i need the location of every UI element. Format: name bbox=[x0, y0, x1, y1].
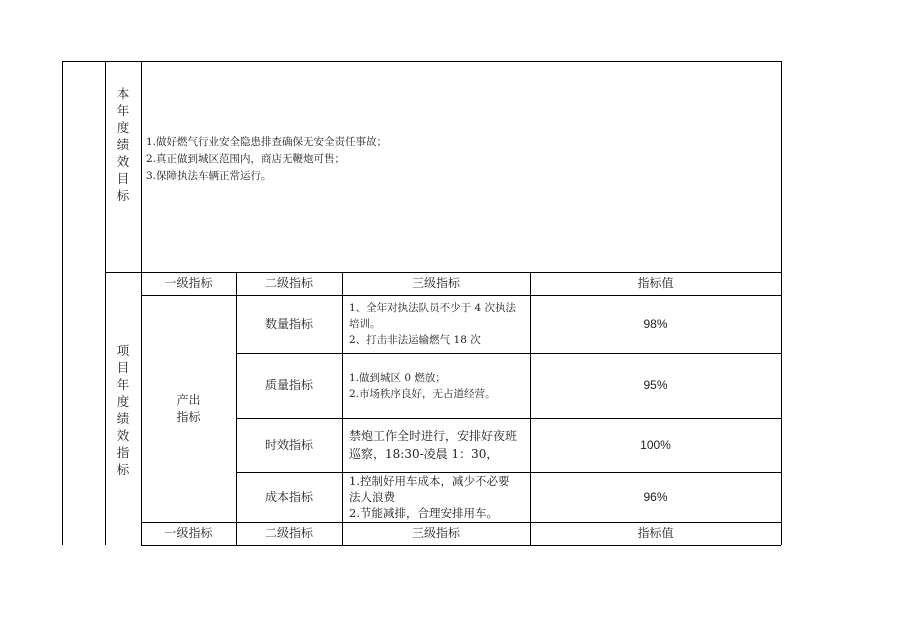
indicator-section-label-char: 项 bbox=[116, 343, 130, 358]
annual-goal-label-char: 本 bbox=[116, 86, 130, 101]
level3-line: 2.市场秩序良好，无占道经营。 bbox=[349, 387, 496, 400]
annual-goal-content bbox=[146, 134, 766, 185]
level1-output-line: 产出 bbox=[176, 392, 201, 407]
indicator-section-label-char: 标 bbox=[116, 462, 130, 477]
indicator-section-label-char: 年 bbox=[116, 377, 130, 392]
level2-timeliness: 时效指标 bbox=[264, 437, 313, 452]
annual-goal-label-char: 目 bbox=[116, 171, 130, 186]
annual-goal-label-char: 度 bbox=[116, 120, 130, 135]
indicator-section-label bbox=[105, 335, 141, 485]
level1-output-cell bbox=[141, 295, 236, 522]
level3-line: 1、全年对执法队员不少于 4 次执法 bbox=[349, 302, 517, 314]
level3-line: 1.控制好用车成本，减少不必要 bbox=[349, 474, 510, 488]
annual-goal-line: 3.保障执法车辆正常运行。 bbox=[146, 170, 272, 182]
indicator-section-label-char: 度 bbox=[116, 394, 130, 409]
footer-header-level2: 二级指标 bbox=[264, 526, 313, 540]
indicator-section-label-char: 目 bbox=[116, 360, 130, 375]
level3-line: 禁炮工作全时进行，安排好夜班 bbox=[349, 429, 518, 443]
level1-output-line: 指标 bbox=[176, 409, 201, 424]
level3-line: 巡察，18:30-凌晨 1：30， bbox=[349, 447, 499, 461]
level3-timeliness bbox=[342, 418, 530, 472]
indicator-section-label-char: 绩 bbox=[116, 411, 130, 426]
header-level1: 一级指标 bbox=[164, 276, 213, 290]
header-value: 指标值 bbox=[637, 276, 674, 290]
header-level3: 三级指标 bbox=[411, 276, 460, 290]
value-cost: 96% bbox=[643, 489, 668, 504]
level3-cost bbox=[342, 472, 530, 522]
annual-goal-label-char: 绩 bbox=[116, 137, 130, 152]
value-quantity: 98% bbox=[643, 316, 668, 331]
annual-goal-line: 2.真正做到城区范围内，商店无鞭炮可售； bbox=[146, 153, 346, 165]
annual-goal-label-char: 标 bbox=[116, 188, 130, 203]
footer-header-value: 指标值 bbox=[637, 526, 674, 540]
value-quality: 95% bbox=[643, 378, 668, 392]
level2-quality: 质量指标 bbox=[264, 378, 313, 392]
footer-header-level3: 三级指标 bbox=[411, 526, 460, 540]
footer-header-level1: 一级指标 bbox=[164, 526, 213, 540]
annual-goal-label bbox=[105, 61, 141, 272]
level3-line: 培训。 bbox=[349, 318, 381, 330]
level3-line: 法人浪费 bbox=[349, 490, 395, 504]
level3-quality bbox=[342, 353, 530, 418]
indicator-section-label-char: 效 bbox=[116, 428, 130, 443]
level3-line: 2.节能减排，合理安排用车。 bbox=[349, 506, 498, 520]
header-level2: 二级指标 bbox=[264, 276, 313, 290]
level2-cost: 成本指标 bbox=[264, 489, 313, 504]
annual-goal-line: 1.做好燃气行业安全隐患排查确保无安全责任事故； bbox=[146, 136, 388, 148]
annual-goal-label-char: 年 bbox=[116, 103, 130, 118]
level3-quantity bbox=[342, 295, 530, 353]
level3-line: 1.做到城区 0 燃放； bbox=[349, 371, 446, 384]
level3-line: 2、打击非法运输燃气 18 次 bbox=[349, 334, 481, 346]
annual-goal-label-char: 效 bbox=[116, 154, 130, 169]
level2-quantity: 数量指标 bbox=[264, 316, 313, 331]
indicator-section-label-char: 指 bbox=[116, 445, 130, 460]
value-timeliness: 100% bbox=[640, 437, 671, 452]
